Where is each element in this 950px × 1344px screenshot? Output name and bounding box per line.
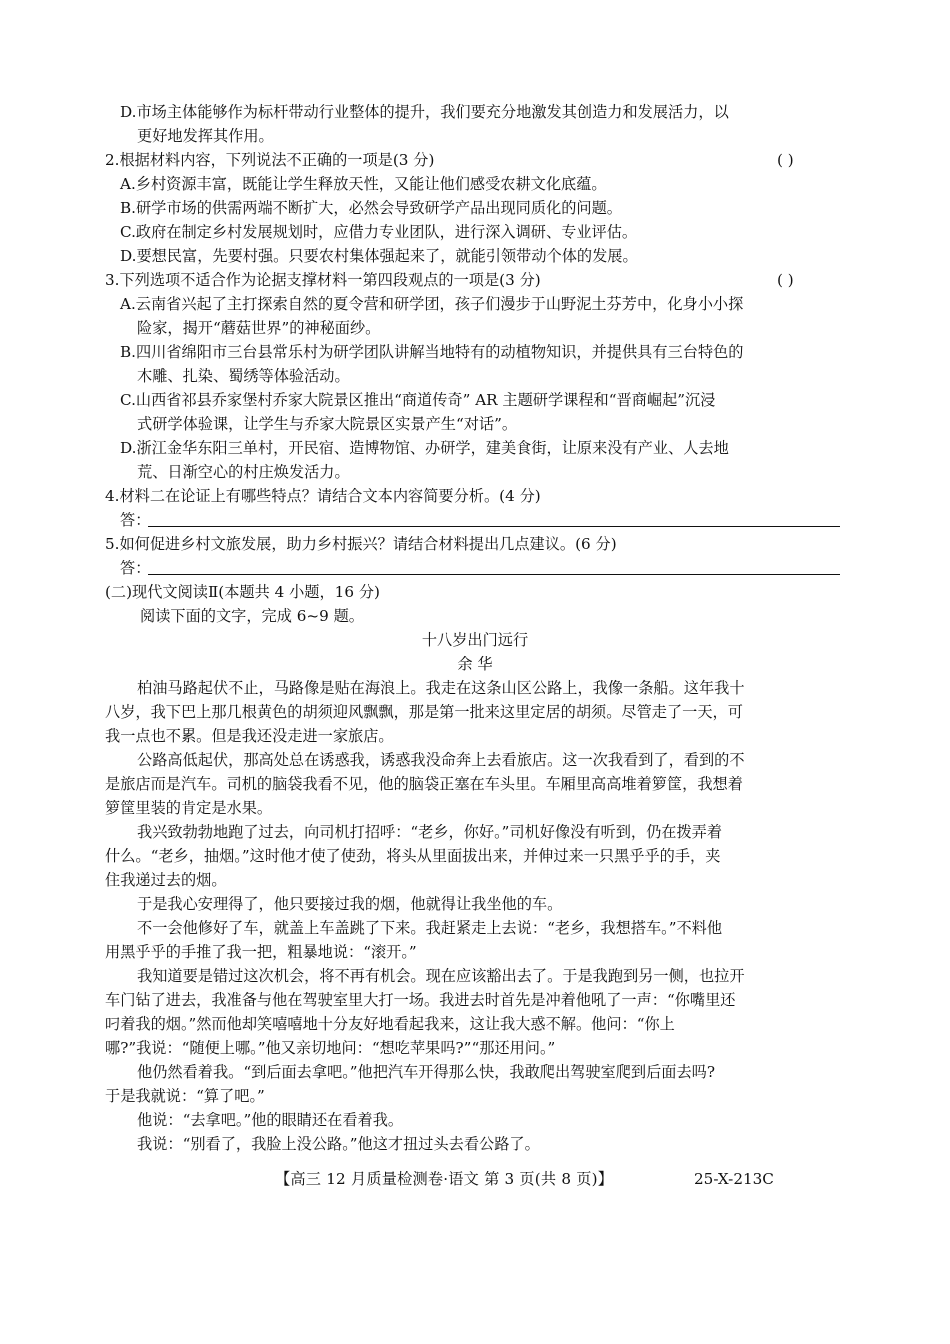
- q3-option-d-line-1: D.浙江金华东阳三单村，开民宿、造博物馆、办研学，建美食街，让原来没有产业、人去地: [120, 439, 729, 457]
- article-line: 哪?”我说：“随便上哪。”他又亲切地问：“想吃苹果吗?”“那还用问。”: [105, 1039, 556, 1057]
- q2-stem: 2.根据材料内容，下列说法不正确的一项是(3 分): [105, 151, 435, 169]
- q5-stem: 5.如何促进乡村文旅发展，助力乡村振兴？请结合材料提出几点建议。(6 分): [105, 535, 617, 553]
- article-line: 什么。“老乡，抽烟。”这时他才使了使劲，将头从里面拔出来，并伸过来一只黑乎乎的手，夹: [105, 847, 721, 865]
- q3-option-b-line-1: B.四川省绵阳市三台县常乐村为研学团队讲解当地特有的动植物知识，并提供具有三台特色的: [120, 343, 744, 361]
- article-title: 十八岁出门远行: [421, 631, 529, 649]
- article-line: 用黑乎乎的手推了我一把，粗暴地说：“滚开。”: [105, 943, 417, 961]
- article-line: 是旅店而是汽车。司机的脑袋我看不见，他的脑袋正塞在车头里。车厢里高高堆着箩筐，我想着: [105, 775, 743, 793]
- q3-option-a-line-2: 险家，揭开“蘑菇世界”的神秘面纱。: [137, 319, 381, 337]
- q3-option-c-line-1: C.山西省祁县乔家堡村乔家大院景区推出“商道传奇” AR 主题研学课程和“晋商崛起”沉浸: [120, 391, 716, 409]
- q2-option-b: B.研学市场的供需两端不断扩大，必然会导致研学产品出现同质化的问题。: [120, 199, 622, 217]
- article-line: 箩筐里装的肯定是水果。: [105, 799, 273, 817]
- q2-option-c: C.政府在制定乡村发展规划时，应借力专业团队，进行深入调研、专业评估。: [120, 223, 638, 241]
- q5-answer-line[interactable]: [148, 574, 840, 575]
- q3-option-d-line-2: 荒、日渐空心的村庄焕发活力。: [137, 463, 350, 481]
- q1-option-d-line-2: 更好地发挥其作用。: [137, 127, 274, 145]
- q2-option-a: A.乡村资源丰富，既能让学生释放天性，又能让他们感受农耕文化底蕴。: [120, 175, 607, 193]
- q3-answer-bracket: ( ): [777, 271, 794, 289]
- q4-answer-label: 答：: [120, 511, 151, 529]
- article-line: 我兴致勃勃地跑了过去，向司机打招呼：“老乡，你好。”司机好像没有听到，仍在拨弄着: [137, 823, 723, 841]
- page-footer: 【高三 12 月质量检测卷·语文 第 3 页(共 8 页)】: [275, 1170, 614, 1188]
- article-line: 我知道要是错过这次机会，将不再有机会。现在应该豁出去了。于是我跑到另一侧，也拉开: [137, 967, 745, 985]
- article-line: 我说：“别看了，我脸上没公路。”他这才扭过头去看公路了。: [137, 1135, 540, 1153]
- q2-option-d: D.要想民富，先要村强。只要农村集体强起来了，就能引领带动个体的发展。: [120, 247, 638, 265]
- section-heading: (二)现代文阅读Ⅱ(本题共 4 小题，16 分): [105, 583, 380, 601]
- q3-stem: 3.下列选项不适合作为论据支撑材料一第四段观点的一项是(3 分): [105, 271, 541, 289]
- article-author: 余 华: [457, 655, 493, 673]
- article-line: 我一点也不累。但是我还没走进一家旅店。: [105, 727, 394, 745]
- article-line: 车门钻了进去，我准备与他在驾驶室里大打一场。我进去时首先是冲着他吼了一声：“你嘴里还: [105, 991, 736, 1009]
- article-line: 公路高低起伏，那高处总在诱惑我，诱惑我没命奔上去看旅店。这一次我看到了，看到的不: [137, 751, 745, 769]
- q3-option-c-line-2: 式研学体验课，让学生与乔家大院景区实景产生“对话”。: [137, 415, 518, 433]
- article-line: 八岁，我下巴上那几根黄色的胡须迎风飘飘，那是第一批来这里定居的胡须。尽管走了一天，可: [105, 703, 743, 721]
- section-instruction: 阅读下面的文字，完成 6~9 题。: [140, 607, 364, 625]
- q3-option-a-line-1: A.云南省兴起了主打探索自然的夏令营和研学团，孩子们漫步于山野泥土芬芳中，化身小小探: [120, 295, 744, 313]
- article-line: 住我递过去的烟。: [105, 871, 227, 889]
- article-line: 柏油马路起伏不止，马路像是贴在海浪上。我走在这条山区公路上，我像一条船。这年我十: [137, 679, 745, 697]
- article-line: 于是我就说：“算了吧。”: [105, 1087, 265, 1105]
- article-line: 于是我心安理得了，他只要接过我的烟，他就得让我坐他的车。: [137, 895, 563, 913]
- article-line: 不一会他修好了车，就盖上车盖跳了下来。我赶紧走上去说：“老乡，我想搭车。”不料他: [137, 919, 723, 937]
- q5-answer-label: 答：: [120, 559, 151, 577]
- q3-option-b-line-2: 木雕、扎染、蜀绣等体验活动。: [137, 367, 350, 385]
- q4-answer-line[interactable]: [148, 526, 840, 527]
- exam-code: 25-X-213C: [694, 1170, 774, 1188]
- article-line: 他说：“去拿吧。”他的眼睛还在看着我。: [137, 1111, 404, 1129]
- article-line: 叼着我的烟。”然而他却笑嘻嘻地十分友好地看起我来，这让我大惑不解。他问：“你上: [105, 1015, 675, 1033]
- q2-answer-bracket: ( ): [777, 151, 794, 169]
- article-line: 他仍然看着我。“到后面去拿吧。”他把汽车开得那么快，我敢爬出驾驶室爬到后面去吗?: [137, 1063, 716, 1081]
- q1-option-d-line-1: D.市场主体能够作为标杆带动行业整体的提升，我们要充分地激发其创造力和发展活力，以: [120, 103, 729, 121]
- q4-stem: 4.材料二在论证上有哪些特点？请结合文本内容简要分析。(4 分): [105, 487, 541, 505]
